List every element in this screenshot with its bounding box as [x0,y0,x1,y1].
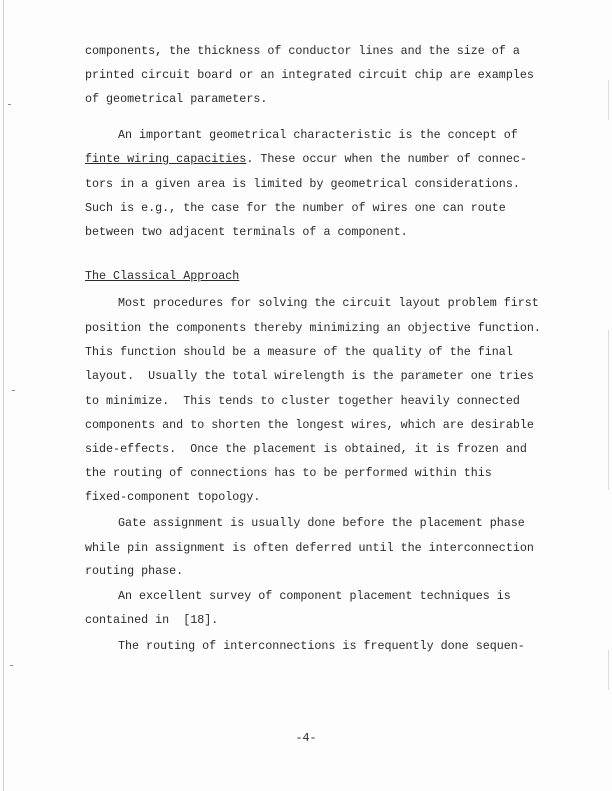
text-line: This function should be a measure of the quality of the final [85,345,513,359]
text-line: contained in [18]. [85,613,219,627]
text-line: tors in a given area is limited by geometrical considerations. [85,177,520,191]
page-number: -4- [295,731,317,745]
text-line: components, the thickness of conductor lines and the size of a [85,44,520,58]
text-line: components and to shorten the longest wires, which are desirable [85,418,534,432]
scan-edge [3,0,4,791]
text-line: of geometrical parameters. [85,92,268,106]
text-line: printed circuit board or an integrated circuit chip are examples [85,68,534,82]
text-line: An important geometrical characteristic is the concept of [118,128,518,142]
text-line: routing phase. [85,564,184,578]
scan-speck [8,104,11,105]
section-heading: The Classical Approach [85,269,240,283]
text-span: . These occur when the number of connec- [246,152,527,166]
text-line: the routing of connections has to be performed within this [85,466,492,480]
text-line: Most procedures for solving the circuit layout problem first [118,296,539,310]
text-line: An excellent survey of component placement techniques is [118,589,511,603]
scan-edge [608,330,609,490]
text-line: position the components thereby minimizing an objective function. [85,321,541,335]
scan-edge [608,650,609,690]
text-line: while pin assignment is often deferred until the interconnection [85,541,534,555]
text-line: layout. Usually the total wirelength is the parameter one tries [85,369,534,383]
scan-speck [12,390,15,391]
text-line: The routing of interconnections is frequently done sequen- [118,639,525,653]
text-line: Such is e.g., the case for the number of wires one can route [85,201,506,215]
text-line: between two adjacent terminals of a component. [85,225,408,239]
scan-edge [608,80,609,120]
text-line: fixed-component topology. [85,490,261,504]
text-line: Gate assignment is usually done before the placement phase [118,516,525,530]
text-line: side-effects. Once the placement is obtained, it is frozen and [85,442,527,456]
text-line [85,152,527,166]
emphasized-term: finte wiring capacities [85,152,247,166]
text-line: to minimize. This tends to cluster together heavily connected [85,394,520,408]
scan-speck [10,665,13,666]
